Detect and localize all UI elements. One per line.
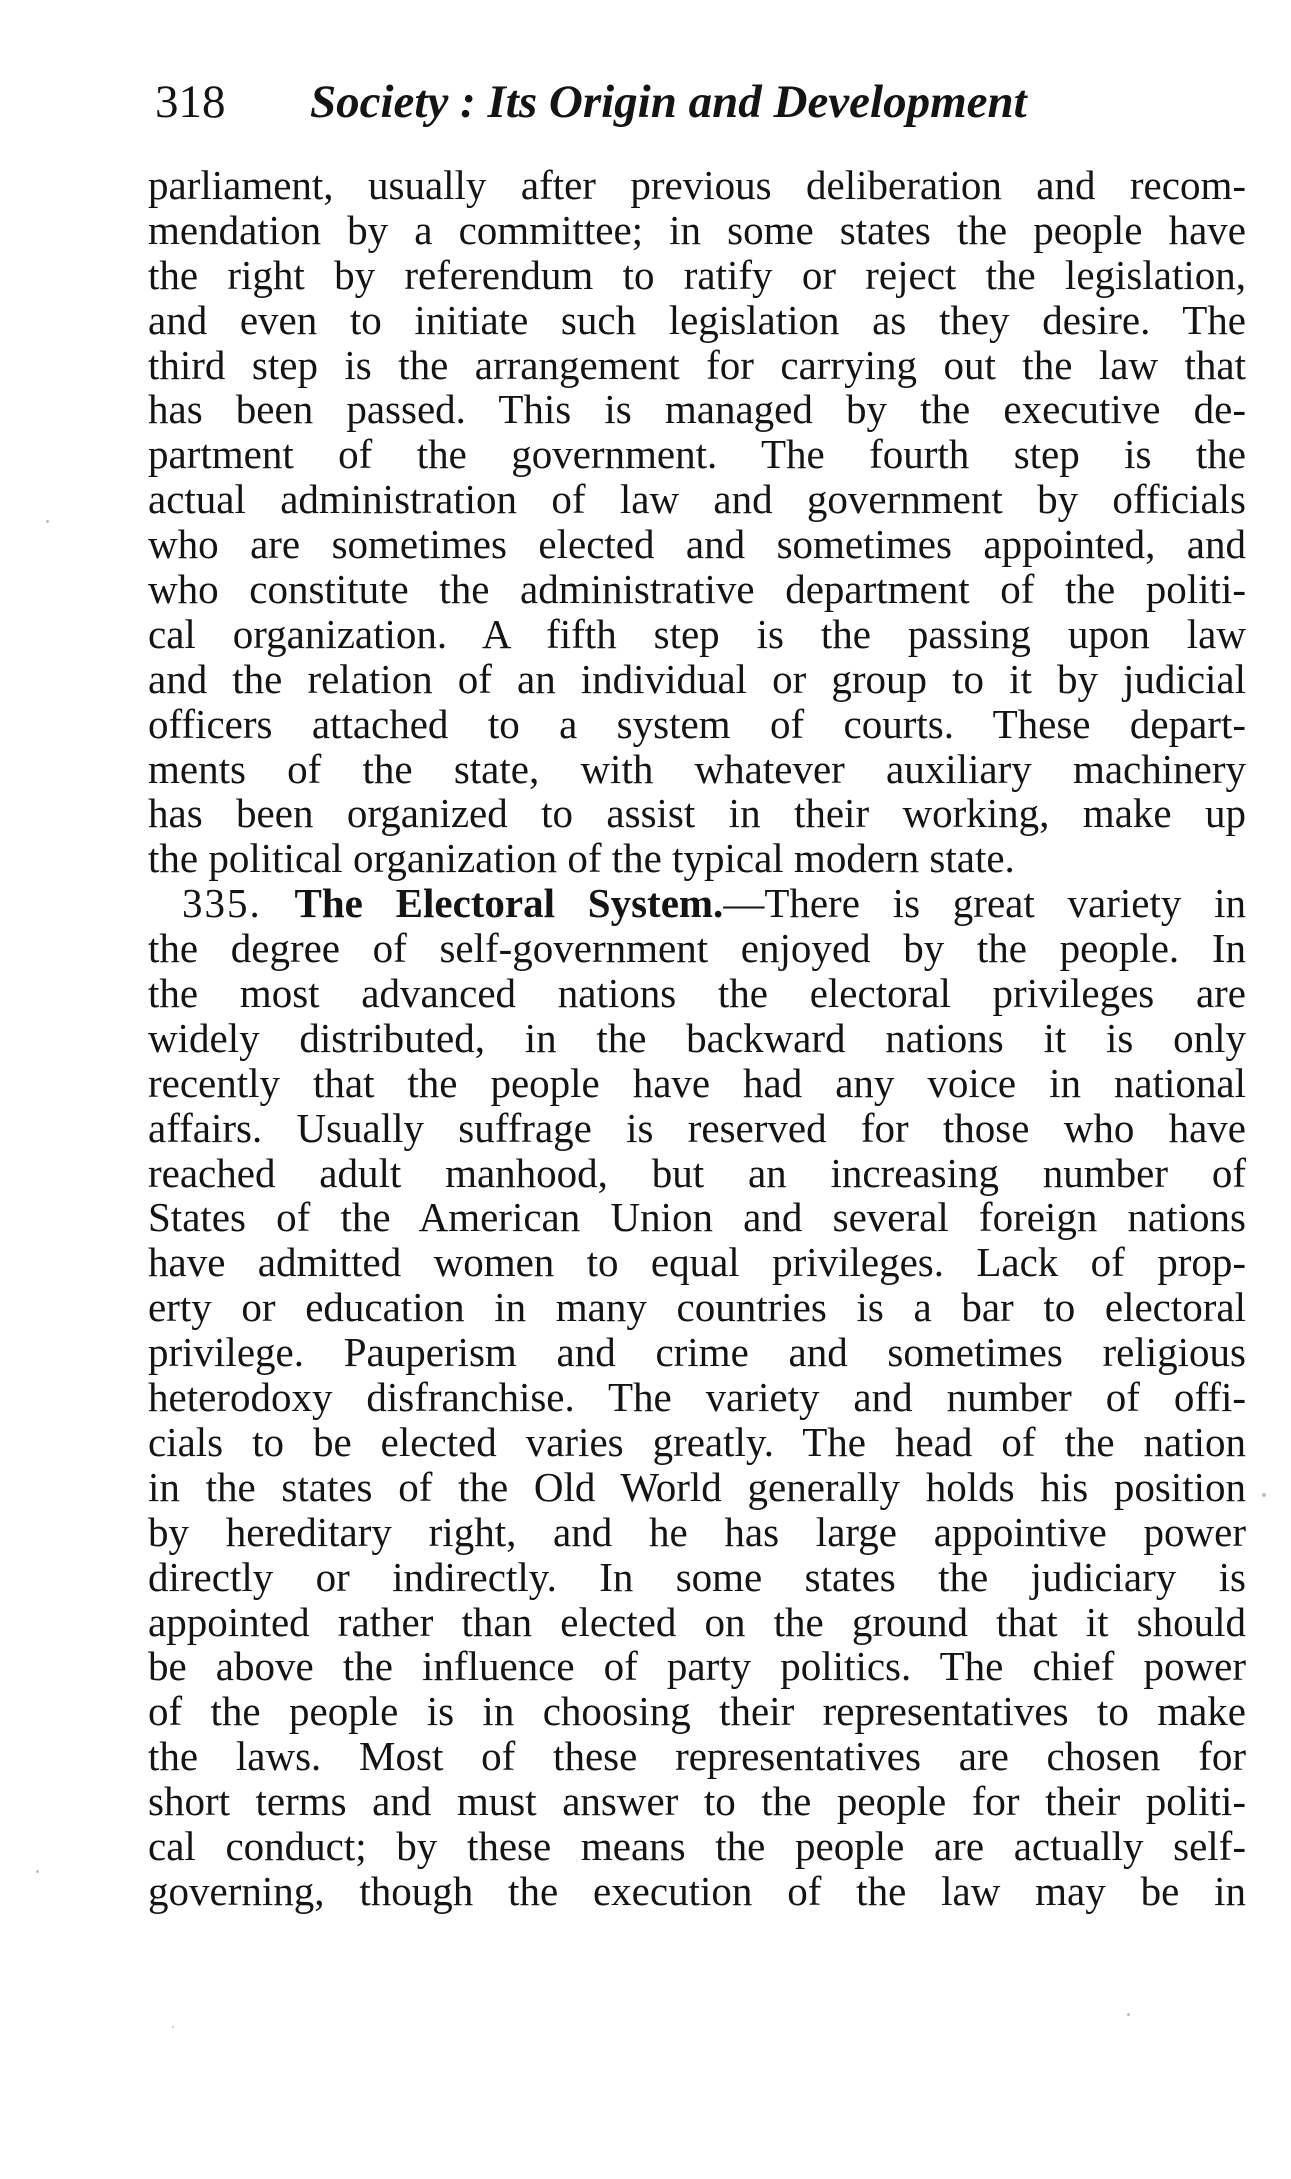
text-line: States of the American Union and several foreign nations bbox=[148, 1194, 1246, 1241]
text-line: officers attached to a system of courts. These depart- bbox=[148, 700, 1246, 747]
text-line: cal conduct; by these means the people are actually self- bbox=[148, 1822, 1246, 1869]
body-text bbox=[148, 163, 1246, 1914]
section-first-line-text: —There is great variety in bbox=[723, 880, 1247, 927]
text-line: erty or education in many countries is a bar to electoral bbox=[148, 1284, 1246, 1331]
text-line: by hereditary right, and he has large appointive power bbox=[148, 1508, 1246, 1555]
book-title: Society : Its Origin and Development bbox=[310, 76, 1027, 128]
text-line: parliament, usually after previous deliberation and recom- bbox=[148, 162, 1246, 208]
text-line: cal organization. A fifth step is the passing upon law bbox=[148, 610, 1246, 657]
text-line: mendation by a committee; in some states the people have bbox=[148, 206, 1246, 253]
text-line: the laws. Most of these representatives are chosen for bbox=[148, 1733, 1246, 1780]
text-line: ments of the state, with whatever auxiliary machinery bbox=[148, 745, 1246, 792]
text-line: the degree of self-government enjoyed by the people. In bbox=[148, 925, 1246, 972]
scan-speck bbox=[46, 520, 49, 523]
text-line: has been passed. This is managed by the executive de- bbox=[148, 386, 1246, 433]
text-line: heterodoxy disfranchise. The variety and number of offi- bbox=[148, 1374, 1246, 1421]
section-title: The Electoral System. bbox=[294, 880, 724, 927]
text-line: actual administration of law and government by officials bbox=[148, 476, 1246, 523]
text-line: and even to initiate such legislation as they desire. The bbox=[148, 296, 1246, 343]
scan-speck bbox=[172, 2026, 174, 2028]
text-line: in the states of the Old World generally holds his position bbox=[148, 1463, 1246, 1510]
text-line: affairs. Usually suffrage is reserved for those who have bbox=[148, 1104, 1246, 1151]
text-line: reached adult manhood, but an increasing number of bbox=[148, 1149, 1246, 1196]
section-heading-line bbox=[148, 881, 1246, 926]
text-line: who constitute the administrative department of the politi- bbox=[148, 566, 1246, 613]
text-line: who are sometimes elected and sometimes appointed, and bbox=[148, 521, 1246, 568]
text-line: the most advanced nations the electoral privileges are bbox=[148, 970, 1246, 1017]
text-line: has been organized to assist in their working, make up bbox=[148, 790, 1246, 837]
text-line: partment of the government. The fourth step is the bbox=[148, 431, 1246, 478]
text-line: privilege. Pauperism and crime and sometimes religious bbox=[148, 1329, 1246, 1376]
text-line: governing, though the execution of the law may be in bbox=[148, 1867, 1246, 1914]
scan-speck bbox=[1127, 2013, 1130, 2016]
text-line: short terms and must answer to the people for their politi- bbox=[148, 1778, 1246, 1825]
scan-speck bbox=[1262, 1493, 1266, 1497]
text-line: widely distributed, in the backward nations it is only bbox=[148, 1014, 1246, 1061]
text-line: the political organization of the typical modern state. bbox=[148, 835, 1015, 882]
text-line: directly or indirectly. In some states the judiciary is bbox=[148, 1553, 1246, 1600]
text-line: the right by referendum to ratify or reject the legislation, bbox=[148, 251, 1246, 298]
page-number: 318 bbox=[155, 76, 226, 128]
text-line: third step is the arrangement for carrying out the law that bbox=[148, 341, 1246, 388]
text-line: recently that the people have had any voice in national bbox=[148, 1059, 1246, 1106]
scan-speck bbox=[36, 1870, 39, 1873]
section-number: 335. bbox=[182, 880, 262, 927]
text-line: appointed rather than elected on the ground that it should bbox=[148, 1598, 1246, 1645]
text-line: cials to be elected varies greatly. The head of the nation bbox=[148, 1418, 1246, 1465]
text-line: of the people is in choosing their representatives to make bbox=[148, 1688, 1246, 1735]
text-line: and the relation of an individual or group to it by judicial bbox=[148, 655, 1246, 702]
text-line: be above the influence of party politics. The chief power bbox=[148, 1643, 1246, 1690]
running-head bbox=[155, 72, 1155, 132]
text-line: have admitted women to equal privileges. Lack of prop- bbox=[148, 1239, 1246, 1286]
